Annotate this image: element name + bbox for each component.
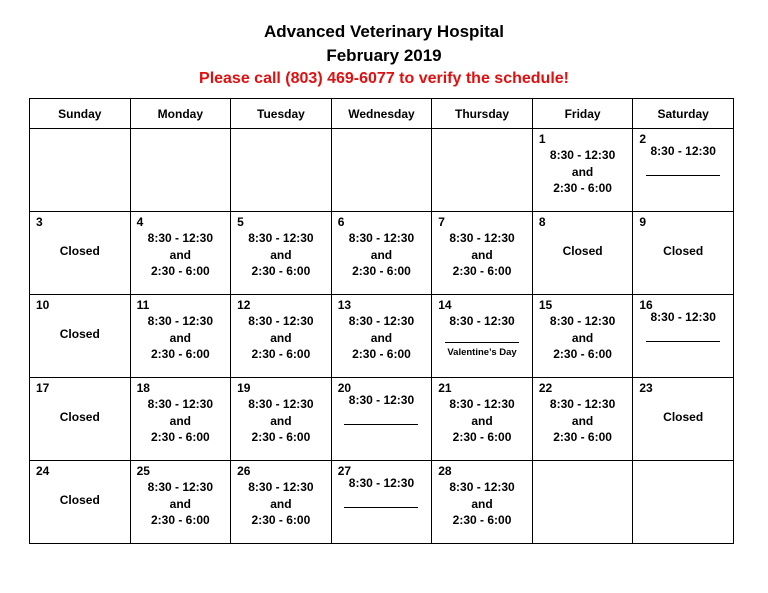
afternoon-hours: 2:30 - 6:00 [452, 430, 512, 444]
hours-block [332, 230, 432, 280]
hospital-title: Advanced Veterinary Hospital [264, 22, 504, 41]
week-row [30, 212, 734, 295]
week-row [30, 129, 734, 212]
divider-line [344, 507, 418, 508]
day-cell [432, 461, 533, 544]
divider-line [646, 341, 720, 342]
hours-joiner: and [169, 496, 192, 511]
afternoon-hours: 2:30 - 6:00 [352, 347, 411, 361]
hours-joiner: and [270, 413, 292, 428]
hours-block [533, 313, 633, 363]
day-number: 1 [538, 132, 546, 146]
day-cell [633, 461, 734, 544]
afternoon-hours: 2:30 - 6:00 [553, 181, 612, 195]
hours-block [131, 396, 231, 446]
day-number: 16 [639, 298, 653, 312]
closed-label: Closed [59, 410, 100, 424]
hours-block [432, 230, 532, 280]
hours-joiner: and [270, 496, 292, 511]
closed-label: Closed [663, 410, 704, 424]
day-cell [432, 378, 533, 461]
day-cell [331, 461, 432, 544]
hours-block [432, 396, 532, 446]
hours-block [533, 396, 633, 446]
day-cell [432, 295, 533, 378]
morning-hours: 8:30 - 12:30 [348, 314, 415, 328]
day-number: 12 [237, 298, 251, 312]
morning-hours: 8:30 - 12:30 [549, 314, 616, 328]
divider-line [344, 424, 418, 425]
morning-hours: 8:30 - 12:30 [248, 480, 314, 494]
holiday-note: Valentine’s Day [447, 346, 517, 358]
day-cell [432, 129, 533, 212]
day-number: 20 [337, 381, 352, 395]
hours-block [131, 313, 231, 363]
day-number: 21 [438, 381, 452, 395]
week-row [30, 461, 734, 544]
day-cell [532, 461, 633, 544]
morning-hours: 8:30 - 12:30 [449, 314, 515, 328]
day-number: 2 [639, 132, 647, 146]
hours-joiner: and [270, 330, 292, 345]
weekday-header: Tuesday [231, 99, 332, 129]
day-cell [231, 378, 332, 461]
day-number: 10 [36, 298, 50, 312]
hours-block [533, 147, 633, 197]
day-number: 17 [36, 381, 50, 395]
afternoon-hours: 2:30 - 6:00 [251, 513, 311, 527]
day-cell [130, 212, 231, 295]
day-number: 15 [538, 298, 553, 312]
hours-block [432, 313, 532, 361]
morning-hours: 8:30 - 12:30 [449, 231, 515, 245]
morning-hours: 8:30 - 12:30 [348, 231, 415, 245]
afternoon-hours: 2:30 - 6:00 [150, 513, 210, 527]
day-number: 9 [639, 215, 647, 229]
closed-label: Closed [562, 244, 603, 258]
morning-hours: 8:30 - 12:30 [147, 231, 214, 245]
weekday-header-row [30, 99, 734, 129]
day-cell [231, 461, 332, 544]
day-cell [30, 378, 131, 461]
hours-joiner: and [471, 413, 493, 428]
closed-label: Closed [59, 244, 100, 258]
hours-joiner: and [571, 164, 594, 179]
morning-hours: 8:30 - 12:30 [650, 310, 716, 324]
day-number: 13 [337, 298, 352, 312]
day-cell [633, 212, 734, 295]
day-cell [633, 378, 734, 461]
afternoon-hours: 2:30 - 6:00 [352, 264, 411, 278]
hours-block [633, 309, 733, 342]
day-cell [633, 295, 734, 378]
day-cell [130, 461, 231, 544]
day-cell [331, 295, 432, 378]
day-cell [331, 129, 432, 212]
closed-label: Closed [663, 244, 704, 258]
day-cell [231, 212, 332, 295]
weekday-header: Saturday [633, 99, 734, 129]
day-number: 14 [438, 298, 452, 312]
closed-label: Closed [59, 327, 100, 341]
day-number: 25 [136, 464, 150, 478]
hours-block [231, 396, 331, 446]
hours-block [332, 392, 432, 425]
day-cell [130, 129, 231, 212]
afternoon-hours: 2:30 - 6:00 [452, 513, 512, 527]
morning-hours: 8:30 - 12:30 [348, 476, 415, 490]
hours-joiner: and [571, 413, 594, 428]
day-number: 6 [337, 215, 345, 229]
calendar-body [30, 129, 734, 544]
day-number: 4 [136, 215, 144, 229]
day-cell [130, 295, 231, 378]
day-number: 3 [36, 215, 43, 229]
afternoon-hours: 2:30 - 6:00 [553, 347, 612, 361]
day-cell [532, 129, 633, 212]
morning-hours: 8:30 - 12:30 [248, 231, 314, 245]
afternoon-hours: 2:30 - 6:00 [251, 264, 311, 278]
calendar-table [29, 98, 734, 544]
afternoon-hours: 2:30 - 6:00 [251, 347, 311, 361]
day-cell [532, 212, 633, 295]
weekday-header: Sunday [30, 99, 131, 129]
day-cell [30, 129, 131, 212]
day-number: 22 [538, 381, 553, 395]
day-cell [30, 212, 131, 295]
day-cell [331, 212, 432, 295]
day-cell [30, 295, 131, 378]
afternoon-hours: 2:30 - 6:00 [150, 264, 210, 278]
hours-block [231, 313, 331, 363]
divider-line [445, 342, 519, 343]
day-number: 26 [237, 464, 251, 478]
hours-joiner: and [370, 247, 393, 262]
morning-hours: 8:30 - 12:30 [650, 144, 716, 158]
morning-hours: 8:30 - 12:30 [147, 314, 214, 328]
morning-hours: 8:30 - 12:30 [348, 393, 415, 407]
day-number: 24 [36, 464, 50, 478]
closed-label: Closed [59, 493, 100, 507]
day-number: 23 [639, 381, 653, 395]
hours-block [131, 230, 231, 280]
day-cell [532, 295, 633, 378]
day-cell [532, 378, 633, 461]
week-row [30, 295, 734, 378]
weekday-header: Wednesday [331, 99, 432, 129]
day-cell [231, 129, 332, 212]
morning-hours: 8:30 - 12:30 [549, 397, 616, 411]
morning-hours: 8:30 - 12:30 [449, 397, 515, 411]
hours-block [231, 479, 331, 529]
afternoon-hours: 2:30 - 6:00 [251, 430, 311, 444]
hours-block [432, 479, 532, 529]
morning-hours: 8:30 - 12:30 [549, 148, 616, 162]
day-number: 8 [538, 215, 546, 229]
afternoon-hours: 2:30 - 6:00 [150, 430, 210, 444]
morning-hours: 8:30 - 12:30 [449, 480, 515, 494]
morning-hours: 8:30 - 12:30 [248, 397, 314, 411]
hours-block [633, 143, 733, 176]
day-cell [331, 378, 432, 461]
morning-hours: 8:30 - 12:30 [248, 314, 314, 328]
hours-block [332, 313, 432, 363]
day-number: 18 [136, 381, 150, 395]
hours-joiner: and [571, 330, 594, 345]
day-cell [30, 461, 131, 544]
day-number: 19 [237, 381, 251, 395]
day-cell [130, 378, 231, 461]
day-cell [231, 295, 332, 378]
weekday-header: Friday [532, 99, 633, 129]
day-cell [633, 129, 734, 212]
month-title: February 2019 [326, 46, 442, 65]
day-number: 5 [237, 215, 244, 229]
hours-joiner: and [169, 330, 192, 345]
afternoon-hours: 2:30 - 6:00 [150, 347, 210, 361]
day-number: 27 [337, 464, 352, 478]
hours-joiner: and [370, 330, 393, 345]
hours-block [332, 475, 432, 508]
day-cell [432, 212, 533, 295]
day-number: 7 [438, 215, 445, 229]
divider-line [646, 175, 720, 176]
morning-hours: 8:30 - 12:30 [147, 480, 214, 494]
hours-joiner: and [471, 247, 493, 262]
week-row [30, 378, 734, 461]
day-number: 28 [438, 464, 452, 478]
afternoon-hours: 2:30 - 6:00 [452, 264, 512, 278]
day-number: 11 [136, 298, 150, 312]
hours-joiner: and [471, 496, 493, 511]
hours-joiner: and [270, 247, 292, 262]
verify-notice: Please call (803) 469-6077 to verify the schedule! [199, 70, 569, 87]
weekday-header: Thursday [432, 99, 533, 129]
hours-block [131, 479, 231, 529]
afternoon-hours: 2:30 - 6:00 [553, 430, 612, 444]
hours-joiner: and [169, 247, 192, 262]
hours-joiner: and [169, 413, 192, 428]
hours-block [231, 230, 331, 280]
weekday-header: Monday [130, 99, 231, 129]
morning-hours: 8:30 - 12:30 [147, 397, 214, 411]
